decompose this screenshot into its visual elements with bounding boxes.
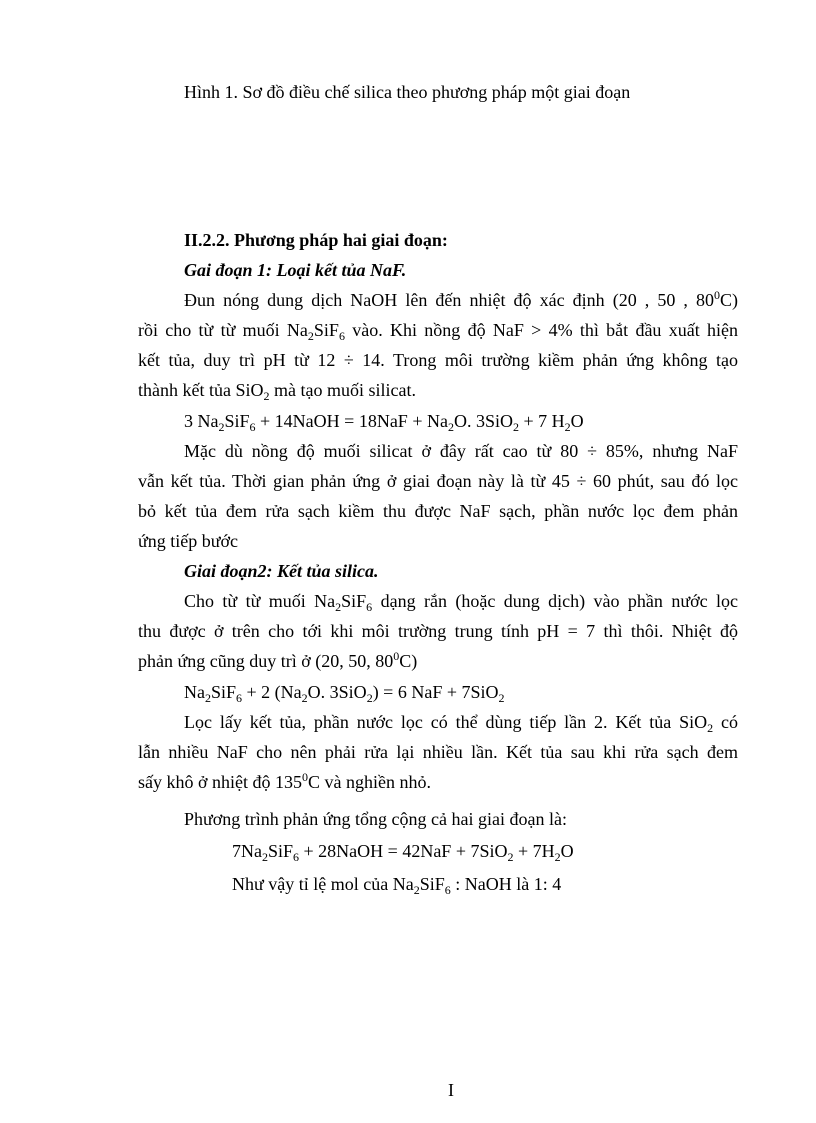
equation-2: $Na_2SiF_6 + 2$ ($Na_2O$. 3SiO$_2$) = 6 NaF + 7SiO$_2$ [184, 682, 505, 705]
stage1-para1-line3: kết tủa, duy trì pH từ 12 ÷ 14. Trong môi trường kiềm phản ứng không tạo [138, 350, 738, 370]
equation-3: $7Na_2SiF_6$ + 28NaOH = $42NaF + 7SiO_2 + 7H_2O$ [232, 841, 574, 864]
stage1-para1-line4: thành kết tủa SiO$_2$ mà tạo muối silicat. [138, 380, 416, 403]
figure-caption: Hình 1. Sơ đồ điều chế silica theo phương pháp một giai đoạn [184, 82, 631, 102]
stage1-para2-line4: ứng tiếp bước [138, 531, 239, 551]
stage2-para1-line2: thu được ở trên cho tới khi môi trường trung tính pH = 7 thì thôi. Nhiệt độ [138, 621, 738, 641]
stage2-heading: Giai đoạn2: Kết tủa silica. [184, 561, 379, 581]
stage1-para2-line2: vẫn kết tủa. Thời gian phản ứng ở giai đoạn này là từ 45 ÷ 60 phút, sau đó lọc [138, 471, 738, 491]
mole-ratio-line: Như vậy tỉ lệ mol của $Na_2SiF_6$ : NaOH là 1: 4 [232, 874, 562, 897]
equation-1: 3 $Na_2SiF_6$ + 14NaOH = $18NaF + Na_2O$. 3SiO$_2$ + 7 $H_2O$ [184, 411, 584, 434]
stage2-para2-line1: Lọc lấy kết tủa, phần nước lọc có thể dùng tiếp lần 2. Kết tủa SiO$_2$ có [184, 712, 738, 735]
page-number: I [448, 1080, 454, 1100]
section-heading: II.2.2. Phương pháp hai giai đoạn: [184, 230, 448, 250]
stage1-heading: Gai đoạn 1: Loại kết tủa NaF. [184, 260, 407, 280]
stage1-para2-line1: Mặc dù nồng độ muối silicat ở đây rất cao từ 80 ÷ 85%, nhưng NaF [184, 441, 738, 461]
stage1-para1-line1: Đun nóng dung dịch NaOH lên đến nhiệt độ xác định (20 , 50 , $80^0C$) [184, 288, 738, 310]
summary-line: Phương trình phản ứng tổng cộng cả hai giai đoạn là: [184, 809, 567, 829]
stage1-para2-line3: bỏ kết tủa đem rửa sạch kiềm thu được NaF sạch, phần nước lọc đem phản [138, 501, 738, 521]
stage2-para2-line3: sấy khô ở nhiệt độ $135^0C$ và nghiền nhỏ. [138, 770, 432, 792]
stage2-para1-line3: phản ứng cũng duy trì ở (20, 50, $80^0C$) [138, 649, 418, 671]
stage2-para2-line2: lẫn nhiều NaF cho nên phải rửa lại nhiều lần. Kết tủa sau khi rửa sạch đem [138, 742, 738, 762]
stage2-para1-line1: Cho từ từ muối $Na_2SiF_6$ dạng rắn (hoặc dung dịch) vào phần nước lọc [184, 591, 738, 614]
stage1-para1-line2: rồi cho từ từ muối $Na_2SiF_6$ vào. Khi nồng độ NaF > 4% thì bắt đầu xuất hiện [138, 320, 738, 343]
